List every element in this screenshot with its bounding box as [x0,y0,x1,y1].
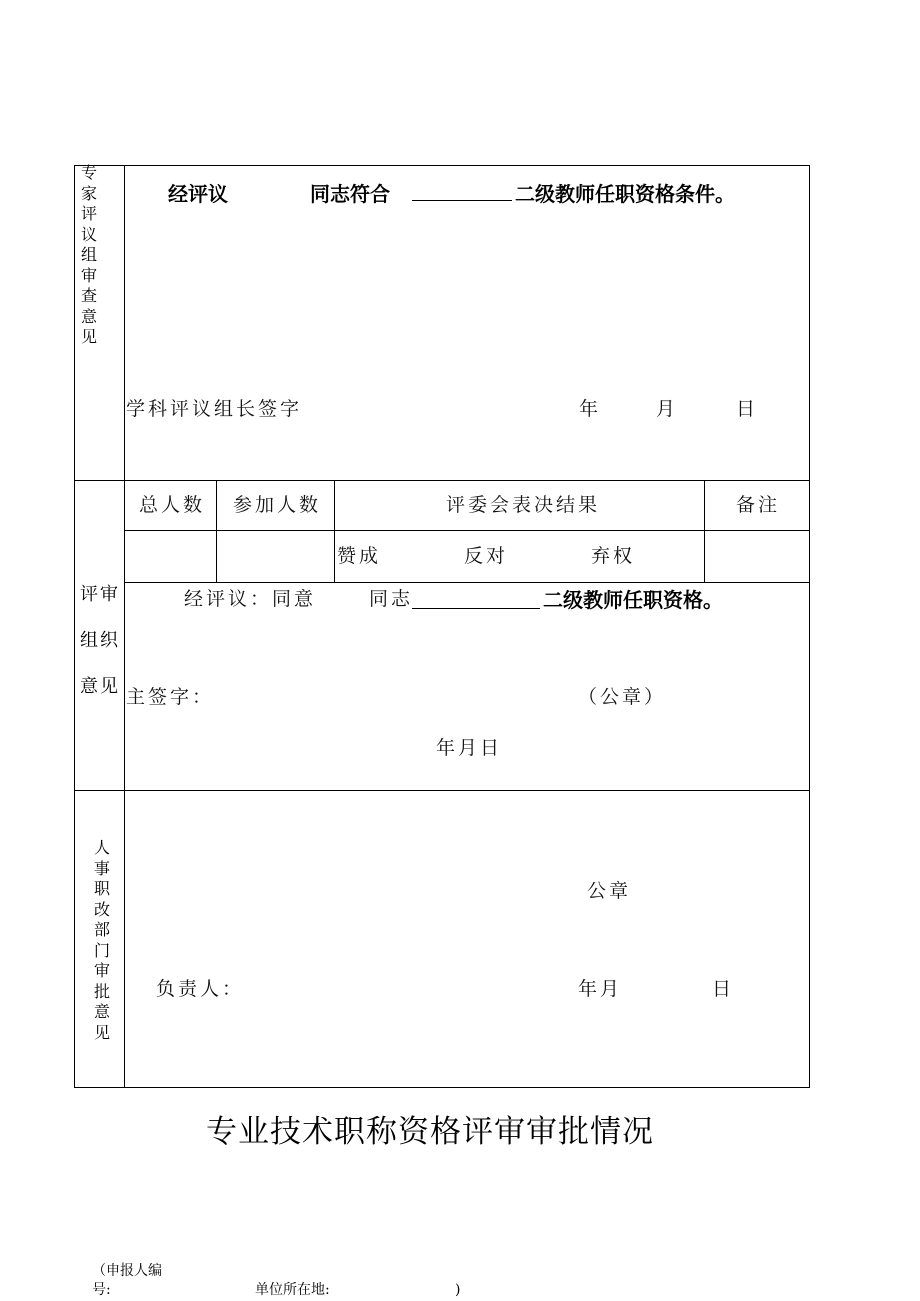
table-border-top [74,165,810,166]
applicant-no-label-line2: 号: [92,1282,111,1298]
hr-responsible-label: 负责人： [156,978,245,1000]
expert-signature-label: 学科评议组长签字 [126,398,303,420]
header-vote-result: 评委会表决结果 [446,494,601,516]
hr-seal-label: 公章 [587,880,632,902]
expert-opinion-middle: 同志符合 [310,182,390,206]
header-remarks: 备注 [736,494,781,516]
review-signature-label: 主签字： [126,686,215,708]
review-opinion-prefix: 经评议：同意 [184,588,317,610]
expert-date-year: 年 [579,398,602,420]
footer-close-paren: ) [455,1282,461,1298]
vote-abstain: 弃权 [591,545,636,567]
page-title: 专业技术职称资格评审审批情况 [206,1114,654,1150]
row-divider-2 [74,790,810,791]
review-opinion-suffix: 二级教师任职资格。 [543,588,723,612]
vote-oppose: 反对 [464,545,509,567]
total-count-cell[interactable] [125,531,215,581]
remarks-cell[interactable] [705,531,808,581]
header-participants: 参加人数 [233,494,322,516]
expert-opinion-suffix: 二级教师任职资格条件。 [515,182,735,206]
expert-date-month: 月 [656,398,679,420]
vote-approve: 赞成 [337,545,382,567]
header-total-count: 总人数 [139,494,206,516]
participants-cell[interactable] [217,531,333,581]
hr-date-day: 日 [712,978,735,1000]
table-border-bottom [74,1087,810,1088]
review-seal-label: （公章） [578,686,667,708]
expert-date-day: 日 [736,398,759,420]
review-name-blank[interactable] [412,607,540,609]
review-opinion-middle: 同志 [369,588,414,610]
expert-side-label: 专家评议组审查意见 [80,163,97,346]
col-divider-2 [334,480,335,582]
review-date: 年月日 [436,737,503,759]
review-side-label: 评审组织意见 [80,584,120,697]
unit-location-label: 单位所在地: [255,1282,330,1298]
hr-date-year-month: 年月 [578,978,623,1000]
vote-row-divider [124,582,810,583]
applicant-no-label-line1: （申报人编 [92,1263,162,1279]
hr-side-label: 人事职改部门审批意见 [93,838,110,1042]
row-divider-1 [74,480,810,481]
expert-name-blank[interactable] [412,199,512,201]
expert-opinion-prefix: 经评议 [168,182,228,206]
table-border-right [809,165,810,1088]
